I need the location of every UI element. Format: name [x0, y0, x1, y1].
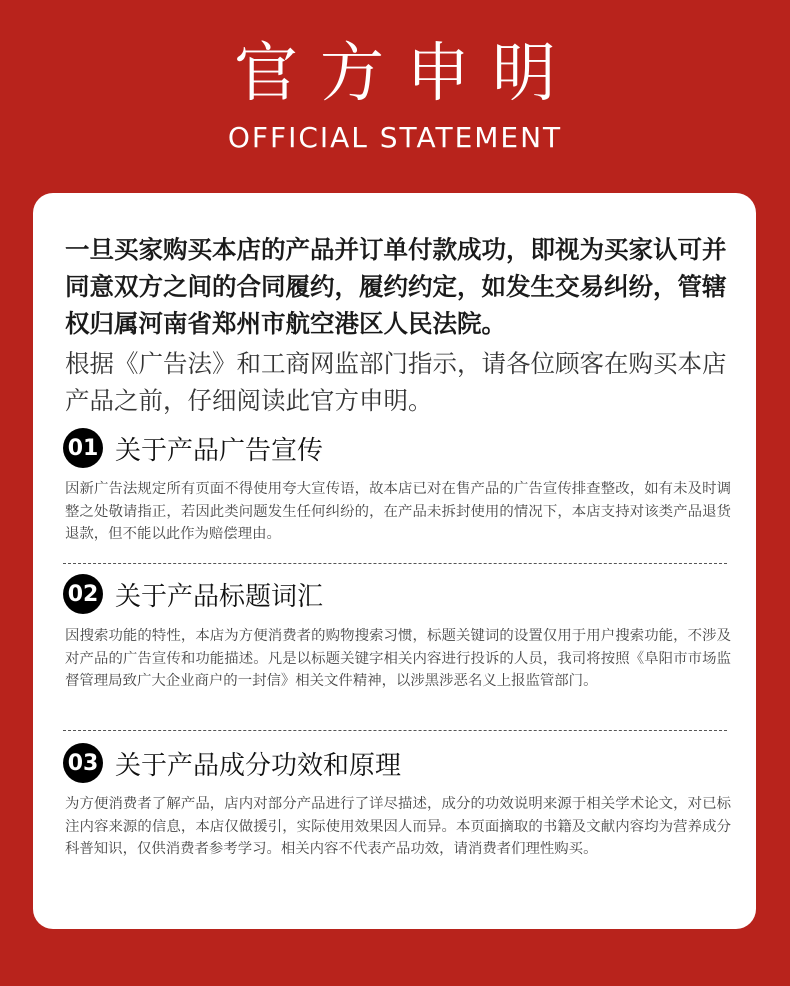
statement-card	[33, 193, 756, 929]
section-number-badge: 01	[63, 428, 103, 468]
page-subtitle: OFFICIAL STATEMENT	[227, 121, 563, 154]
section-title: 关于产品广告宣传	[115, 435, 324, 466]
section-body: 为方便消费者了解产品，店内对部分产品进行了详尽描述，成分的功效说明来源于相关学术论文，对已标注内容来源的信息，本店仅做援引，实际使用效果因人而异。本页面摘取的书籍及文献内容均为营养成分科普知识，仅供消费者参考学习。相关内容不代表产品功效，请消费者们理性购买。	[65, 796, 731, 857]
section-title: 关于产品标题词汇	[115, 581, 324, 612]
section-divider	[63, 730, 727, 731]
section-header-3	[63, 743, 401, 783]
section-header-1	[63, 428, 323, 468]
section-title: 关于产品成分功效和原理	[115, 750, 402, 781]
page-title: 官方申明	[234, 37, 578, 111]
intro-bold-text: 一旦买家购买本店的产品并订单付款成功，即视为买家认可并同意双方之间的合同履约，履约约定，如发生交易纠纷，管辖权归属河南省郑州市航空港区人民法院。	[65, 235, 727, 338]
section-number-badge: 03	[63, 743, 103, 783]
section-body: 因搜索功能的特性，本店为方便消费者的购物搜索习惯，标题关键词的设置仅用于用户搜索功能，不涉及对产品的广告宣传和功能描述。凡是以标题关键字相关内容进行投诉的人员，我司将按照《阜阳市市场监督管理局致广大企业商户的一封信》相关文件精神，以涉黑涉恶名义上报监管部门。	[65, 628, 731, 689]
section-divider	[63, 563, 727, 564]
section-header-2	[63, 574, 323, 614]
section-body: 因新广告法规定所有页面不得使用夸大宣传语，故本店已对在售产品的广告宣传排查整改，如有未及时调整之处敬请指正，若因此类问题发生任何纠纷的，在产品未拆封使用的情况下，本店支持对该类产品退货退款，但不能以此作为赔偿理由。	[65, 481, 731, 542]
section-number-badge: 02	[63, 574, 103, 614]
intro-text: 根据《广告法》和工商网监部门指示，请各位顾客在购买本店产品之前，仔细阅读此官方申明。	[65, 349, 727, 415]
